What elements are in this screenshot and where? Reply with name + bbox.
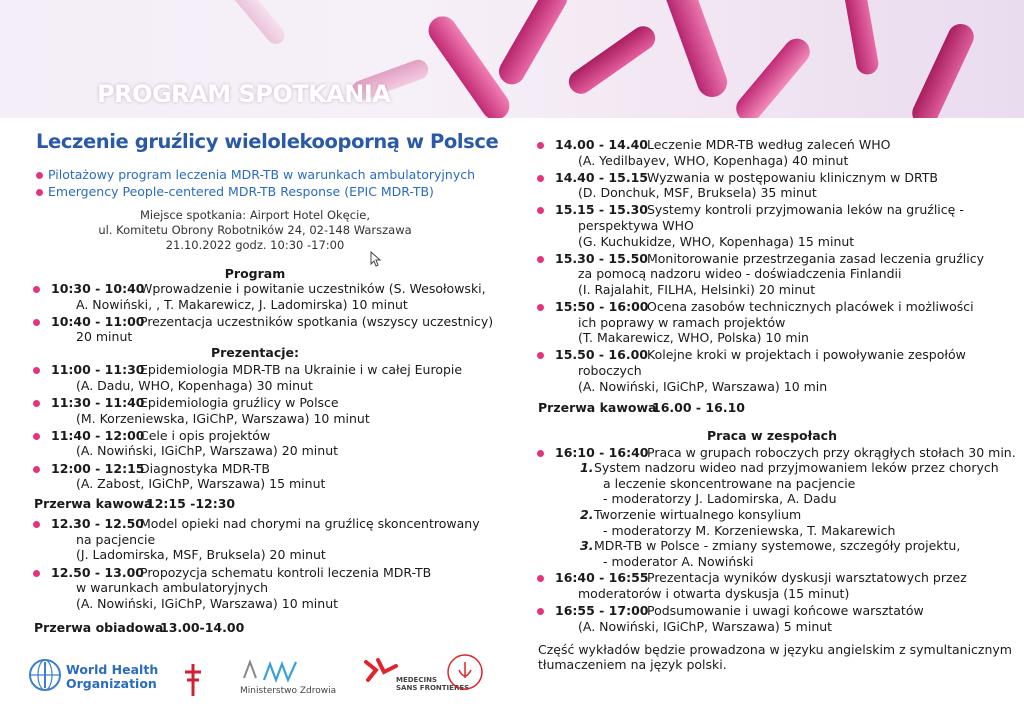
group-number: 1. xyxy=(580,460,594,476)
schedule-detail: (M. Korzeniewska, IGiChP, Warszawa) 10 minut xyxy=(76,410,370,426)
lung-society-logo xyxy=(445,652,485,696)
schedule-time: 14.40 - 15.15 xyxy=(555,169,648,185)
schedule-time: 10:30 - 10:40 xyxy=(51,281,145,296)
bacteria-decoration xyxy=(494,0,572,89)
break-time: 16.00 - 16.10 xyxy=(652,399,745,415)
bullet-icon xyxy=(537,575,544,582)
schedule-title: Prezentacja wyników dyskusji warsztatowych przez xyxy=(647,570,967,586)
who-logo-text-2: Organization xyxy=(66,676,157,691)
schedule-detail: perspektywa WHO xyxy=(578,218,694,233)
schedule-time: 15:50 - 16:00 xyxy=(555,299,649,314)
bacteria-decoration xyxy=(230,0,289,48)
schedule-title: Propozycja schematu kontroli leczenia MDR-TB xyxy=(140,564,432,580)
ministry-of-health-logo xyxy=(240,658,310,688)
who-logo-text-1: World Health xyxy=(66,662,159,677)
bacteria-decoration xyxy=(564,21,660,98)
group-detail: - moderatorzy M. Korzeniewska, T. Makarewich xyxy=(603,522,896,538)
schedule-detail: (A. Nowiński, IGiChP, Warszawa) 20 minut xyxy=(76,443,339,459)
group-number: 3. xyxy=(580,538,594,554)
schedule-time: 11:30 - 11:40 xyxy=(51,395,145,411)
schedule-detail: moderatorów i otwarta dyskusja (15 minut) xyxy=(578,586,850,601)
bacteria-decoration xyxy=(659,0,732,101)
schedule-title: Diagnostyka MDR-TB xyxy=(140,460,270,476)
who-logo xyxy=(28,658,62,696)
tb-society-logo xyxy=(170,656,216,702)
schedule-title: Epidemiologia MDR-TB na Ukrainie i w całej Europie xyxy=(140,362,463,378)
group-detail: System nadzoru wideo nad przyjmowaniem leków przez chorych xyxy=(594,460,999,476)
schedule-title: Wprowadzenie i powitanie uczestników (S. Wesołowski, xyxy=(140,281,486,296)
schedule-detail: ich poprawy w ramach projektów xyxy=(578,314,786,330)
program-heading: Program xyxy=(224,266,286,281)
schedule-time: 15.30 - 15.50 xyxy=(555,250,648,266)
schedule-detail: na pacjencie xyxy=(76,531,156,547)
break-label: Przerwa obiadowa xyxy=(34,619,164,635)
schedule-time: 15.50 - 16.00 xyxy=(555,347,648,363)
bullet-icon xyxy=(33,521,40,528)
schedule-time: 10:40 - 11:00 xyxy=(51,313,145,329)
break-time: 12:15 -12:30 xyxy=(146,496,236,512)
ministry-of-health-text: Ministerstwo Zdrowia xyxy=(240,686,337,696)
schedule-time: 12.50 - 13.00 xyxy=(51,564,144,580)
bullet-icon xyxy=(537,352,544,359)
group-detail: Tworzenie wirtualnego konsylium xyxy=(594,507,802,522)
schedule-title: Model opieki nad chorymi na gruźlicę skoncentrowany xyxy=(140,516,480,532)
group-detail: - moderator A. Nowiński xyxy=(603,553,754,569)
schedule-detail: 20 minut xyxy=(76,329,133,345)
schedule-title: Monitorowanie przestrzegania zasad leczenia gruźlicy xyxy=(647,250,984,266)
schedule-detail: za pomocą nadzoru wideo - doświadczenia Finlandii xyxy=(578,266,902,282)
bullet-icon xyxy=(33,400,40,407)
bullet-icon xyxy=(36,172,43,179)
banner-title: PROGRAM SPOTKANIA xyxy=(97,80,391,108)
schedule-title: Podsumowanie i uwagi końcowe warsztatów xyxy=(647,603,924,619)
schedule-detail: (G. Kuchukidze, WHO, Kopenhaga) 15 minut xyxy=(578,233,855,249)
break-time: 13.00-14.00 xyxy=(160,619,245,635)
schedule-time: 14.00 - 14.40 xyxy=(555,137,648,152)
schedule-detail: (J. Ladomirska, MSF, Bruksela) 20 minut xyxy=(76,547,326,563)
bullet-icon xyxy=(537,304,544,311)
bullet-icon xyxy=(537,608,544,615)
venue-line-2: ul. Komitetu Obrony Robotników 24, 02-148 Warszawa xyxy=(98,223,412,237)
group-number: 2. xyxy=(580,507,594,522)
bullet-icon xyxy=(33,433,40,440)
schedule-title: Prezentacja uczestników spotkania (wszyscy uczestnicy) xyxy=(140,313,494,329)
subtitle-1: Pilotażowy program leczenia MDR-TB w warunkach ambulatoryjnych xyxy=(48,167,476,182)
venue-line-3: 21.10.2022 godz. 10:30 -17:00 xyxy=(165,238,345,252)
schedule-detail: roboczych xyxy=(578,362,642,378)
footnote: Część wykładów będzie prowadzona w języku angielskim z symultanicznym xyxy=(538,641,1012,657)
bacteria-decoration xyxy=(842,0,880,76)
schedule-detail: (A. Yedilbayev, WHO, Kopenhaga) 40 minut xyxy=(578,152,849,168)
schedule-time: 12:00 - 12:15 xyxy=(51,460,145,476)
schedule-detail: (T. Makarewicz, WHO, Polska) 10 min xyxy=(578,330,809,346)
schedule-title: Kolejne kroki w projektach i powoływanie zespołów xyxy=(647,347,966,363)
bullet-icon xyxy=(36,189,43,196)
subtitle-2: Emergency People-centered MDR-TB Response (EPIC MDR-TB) xyxy=(48,184,434,199)
praca-heading: Praca w zespołach xyxy=(707,427,837,443)
break-label: Przerwa kawowa xyxy=(34,496,153,512)
schedule-detail: A. Nowiński, , T. Makarewicz, J. Ladomirska) 10 minut xyxy=(76,296,408,312)
schedule-time: 16:55 - 17:00 xyxy=(555,603,649,619)
break-label: Przerwa kawowa xyxy=(538,399,657,415)
schedule-title: Epidemiologia gruźlicy w Polsce xyxy=(140,395,339,411)
venue-line-1: Miejsce spotkania: Airport Hotel Okęcie, xyxy=(139,208,370,222)
msf-logo-text-2: SANS FRONTIERES xyxy=(396,684,470,692)
bacteria-decoration xyxy=(908,20,978,118)
schedule-detail: (A. Nowiński, IGiChP, Warszawa) 10 minut xyxy=(76,595,339,611)
schedule-time: 11:40 - 12:00 xyxy=(51,427,145,443)
group-detail: MDR-TB w Polsce - zmiany systemowe, szczegóły projektu, xyxy=(594,538,961,554)
bullet-icon xyxy=(33,570,40,577)
schedule-detail: (D. Donchuk, MSF, Bruksela) 35 minut xyxy=(578,185,817,201)
schedule-title: Leczenie MDR-TB według zaleceń WHO xyxy=(647,137,891,152)
schedule-title: Wyzwania w postępowaniu klinicznym w DRTB xyxy=(647,169,938,185)
group-detail: - moderatorzy J. Ladomirska, A. Dadu xyxy=(603,491,837,507)
schedule-detail: (A. Dadu, WHO, Kopenhaga) 30 minut xyxy=(76,378,313,393)
schedule-detail: (A. Nowiński, IGiChP, Warszawa) 10 min xyxy=(578,378,828,394)
header-banner xyxy=(0,0,1024,118)
schedule-detail: (A. Zabost, IGiChP, Warszawa) 15 minut xyxy=(76,476,326,492)
bacteria-decoration xyxy=(731,33,815,118)
bullet-icon xyxy=(33,286,40,293)
prezentacje-heading: Prezentacje: xyxy=(210,345,300,361)
bullet-icon xyxy=(537,207,544,214)
group-detail: a leczenie skoncentrowane na pacjencie xyxy=(603,475,856,491)
schedule-time: 11:00 - 11:30 xyxy=(51,362,145,378)
bullet-icon xyxy=(33,367,40,374)
schedule-time: 15.15 - 15.30 xyxy=(555,202,648,218)
bullet-icon xyxy=(33,319,40,326)
schedule-time: 16:10 - 16:40 xyxy=(555,444,649,460)
schedule-title: Ocena zasobów technicznych placówek i możliwości xyxy=(647,299,974,314)
schedule-title: Praca w grupach roboczych przy okrągłych stołach 30 min. xyxy=(647,444,1016,460)
bullet-icon xyxy=(33,466,40,473)
msf-logo-text-1: MEDECINS xyxy=(396,676,437,684)
schedule-detail: (A. Nowiński, IGiChP, Warszawa) 5 minut xyxy=(578,618,833,634)
bullet-icon xyxy=(537,175,544,182)
schedule-detail: (I. Rajalahit, FILHA, Helsinki) 20 minut xyxy=(578,281,816,297)
bullet-icon xyxy=(537,142,544,149)
schedule-detail: w warunkach ambulatoryjnych xyxy=(76,580,269,596)
bullet-icon xyxy=(537,256,544,263)
schedule-title: Cele i opis projektów xyxy=(140,427,271,443)
page-title: Leczenie gruźlicy wielolekooporną w Polsce xyxy=(36,130,499,153)
schedule-time: 12.30 - 12.50 xyxy=(51,516,144,532)
bullet-icon xyxy=(537,450,544,457)
footnote: tłumaczeniem na język polski. xyxy=(538,657,727,673)
schedule-time: 16:40 - 16:55 xyxy=(555,570,649,586)
schedule-title: Systemy kontroli przyjmowania leków na gruźlicę - xyxy=(647,202,964,218)
